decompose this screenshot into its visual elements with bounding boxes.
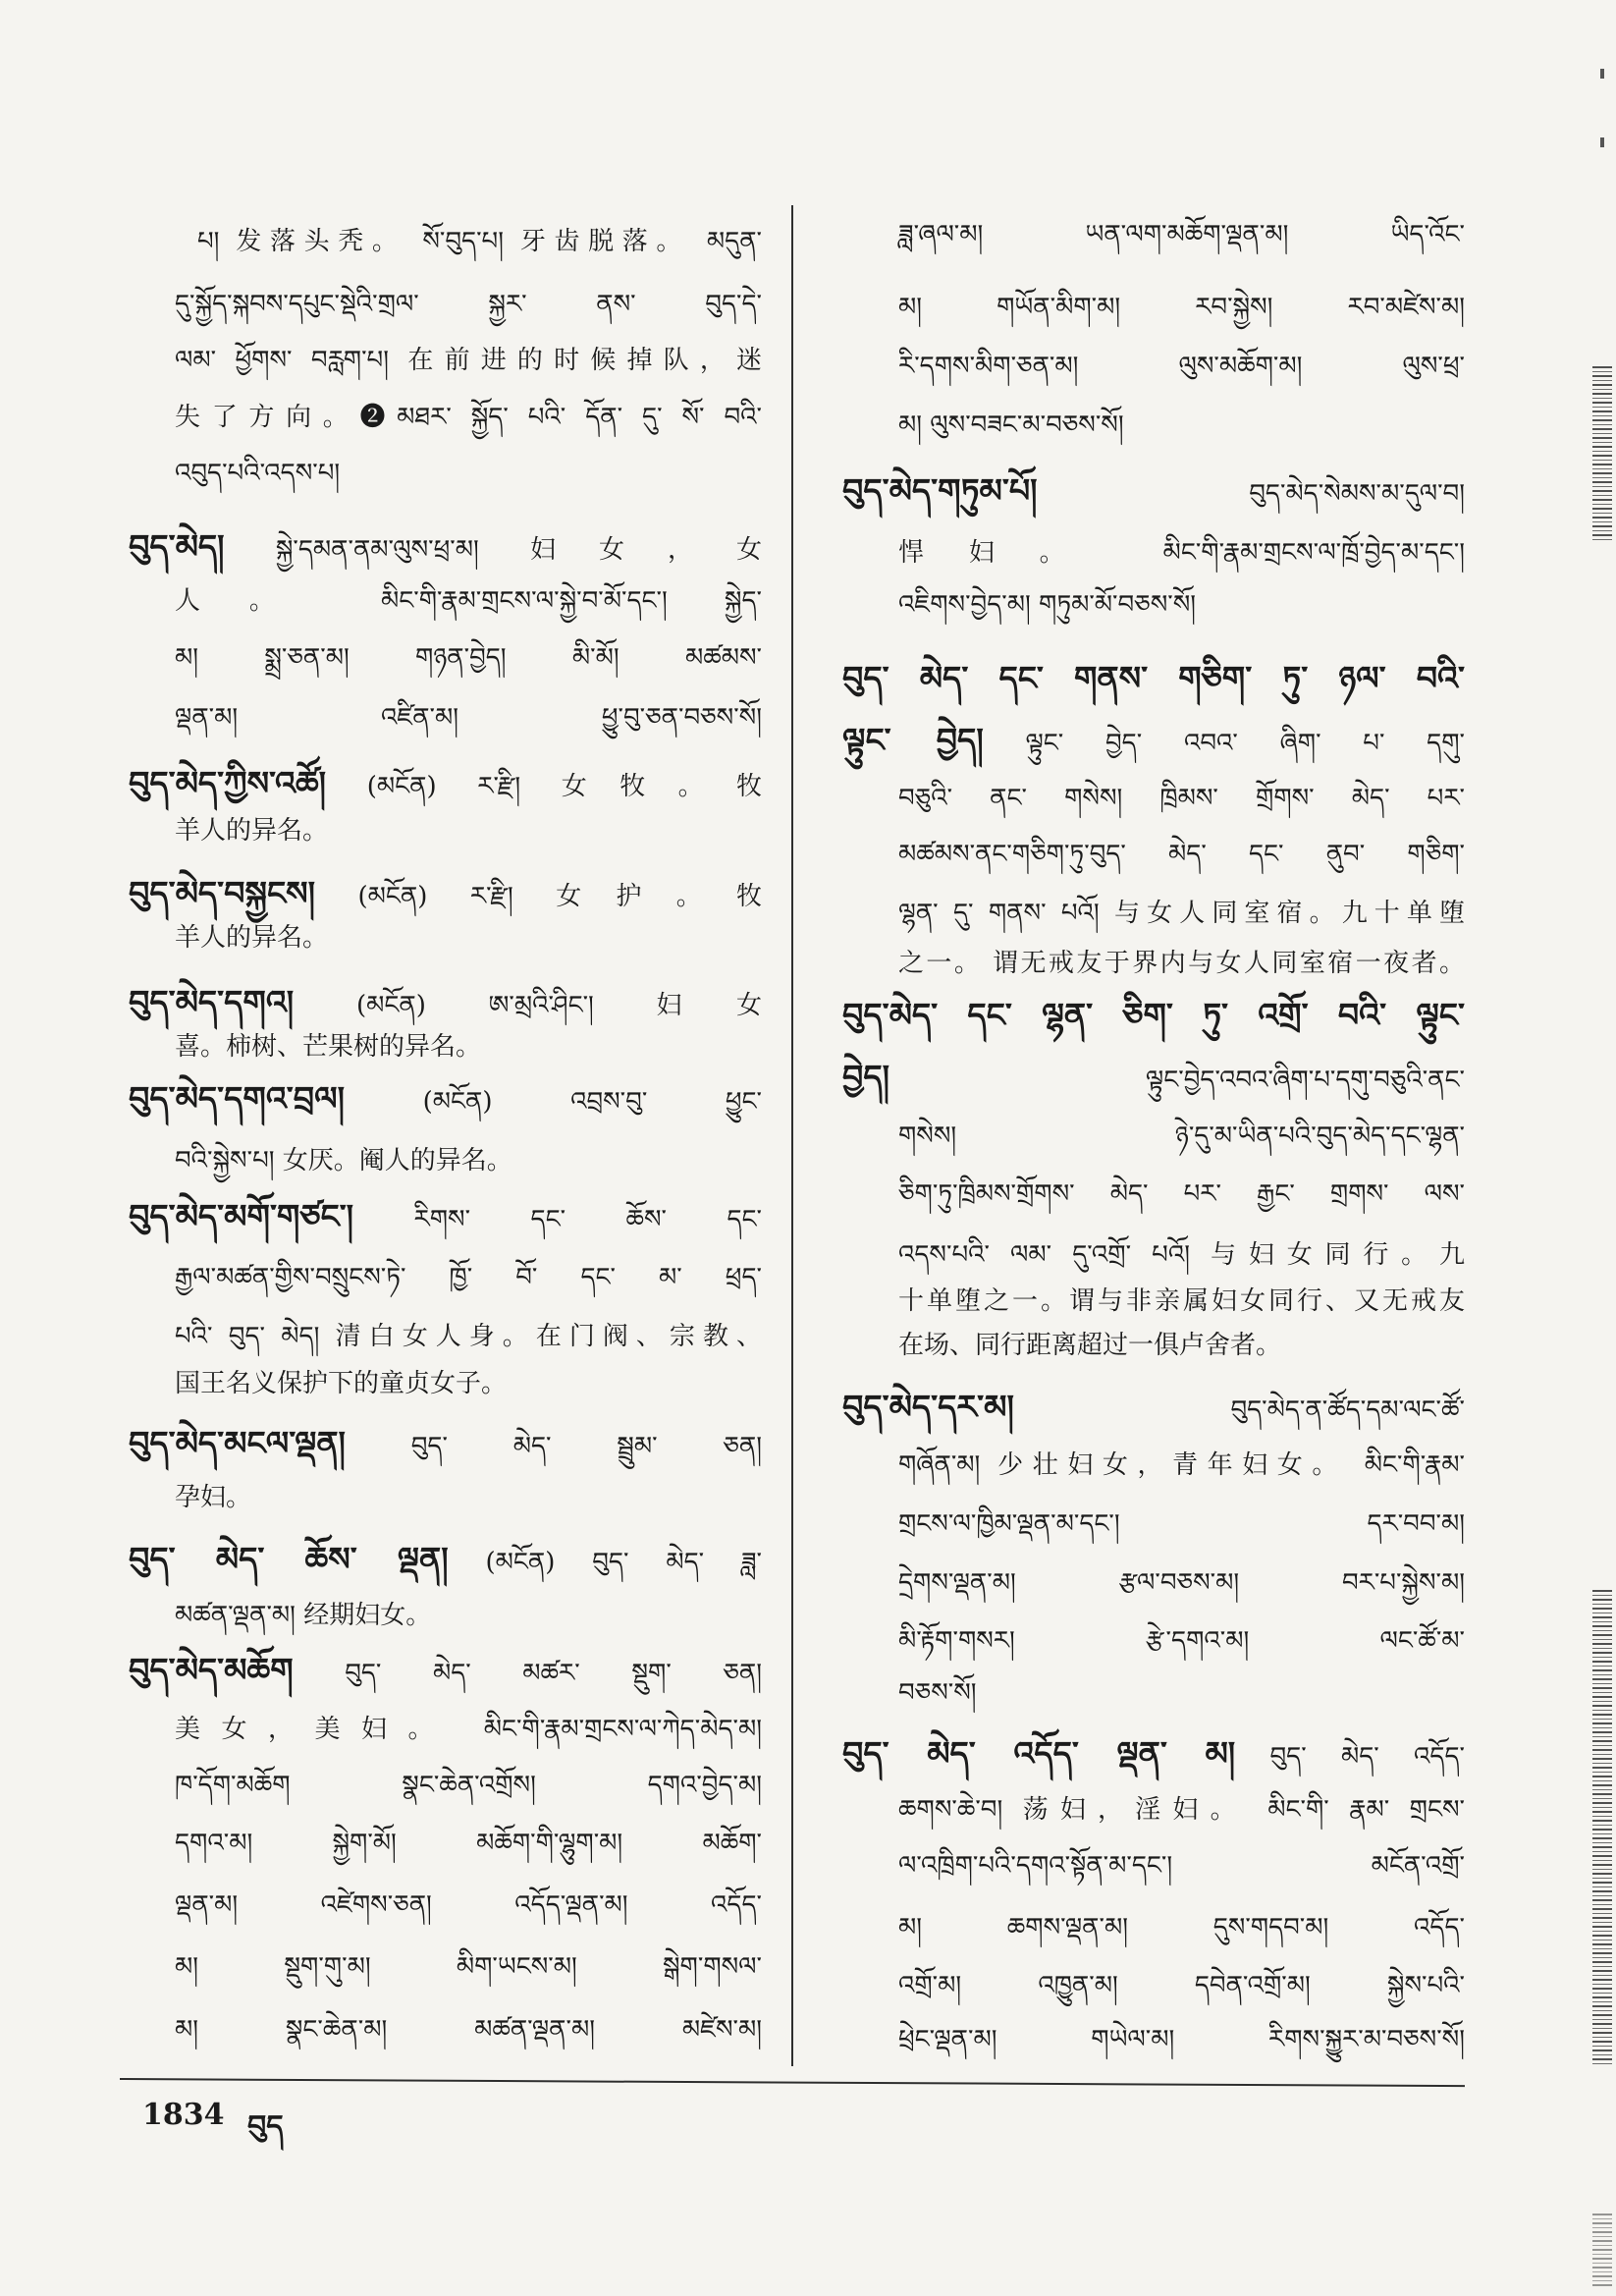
text-line: འཇིགས་བྱེད་མ། གཏུམ་མོ་བཅས་སོ། xyxy=(898,590,1197,620)
headword: བུད་མེད། xyxy=(129,527,225,566)
definition-text: ལྟུང་ བྱེད་ འབའ་ ཞིག་ པ་ དགུ་ xyxy=(1025,729,1465,758)
text-line: མ། ཆགས་ལྡན་མ། དུས་གདབ་མ། འདོད་ xyxy=(898,1913,1465,1942)
scan-margin-marks xyxy=(1592,2214,1612,2288)
headword: བྱེད། xyxy=(842,1058,889,1096)
definition-text: བུད་མེད་སེམས་མ་དུལ་བ། xyxy=(1249,479,1465,509)
entry-line xyxy=(129,1422,762,1465)
headword: བུད་མེད་བསྐྱངས། xyxy=(129,874,315,912)
headword: བུད་མེད་ཀྱིས་འཚོ། xyxy=(129,764,327,802)
text-line: མ། གཡོན་མིག་མ། རབ་སྐྱེས། རབ་མཛེས་མ། xyxy=(898,293,1465,322)
text-line: མ། ལུས་བཟང་མ་བཅས་སོ། xyxy=(898,410,1124,440)
text-line: ལམ་ ཕྱོགས་ བརླག་པ། 在前进的时候掉队，迷 xyxy=(175,346,762,375)
text-line: དུ་སྐྱོད་སྐབས་དཔུང་སྡེའི་གྲལ་ སྐྱར་ ནས་ བུད་དེ་ xyxy=(175,290,762,319)
definition-text: སྐྱེ་དམན་ནམ་ལུས་ཕྲ་མ། 妇女，女 xyxy=(275,535,762,565)
text-line: ཅིག་ཏུ་ཁྲིམས་གྲོགས་ མེད་ པར་ རྒྱང་ གྲགས་ ལས་ xyxy=(898,1179,1465,1209)
definition-text: (མངོན) ར་རྫི། 女护。牧 xyxy=(357,882,762,911)
entry-line xyxy=(842,1732,1465,1776)
page-number: 1834 xyxy=(142,2098,225,2132)
definition-text: རིགས་ དང་ ཆོས་ དང་ xyxy=(413,1205,762,1234)
headword: བུད་མེད་དར་མ། xyxy=(842,1388,1014,1426)
definition-text: (མངོན) བུད་ མེད་ ཟླ་ xyxy=(485,1548,762,1577)
entry-line xyxy=(842,657,1465,700)
headword: བུད་མེད་མཆོག xyxy=(129,1651,294,1689)
headword: བུད་ མེད་ ཆོས་ ལྡན། xyxy=(129,1540,449,1578)
headword: བུད་མེད་མགོ་གཙང་། xyxy=(129,1197,354,1235)
definition-text: བུད་ མེད་ སྦྲུམ་ ཅན། xyxy=(410,1432,763,1461)
text-line: 悍妇。 མིང་གི་རྣམ་གྲངས་ལ་ཁྲོ་བྱེད་མ་དང་། xyxy=(898,538,1465,568)
scan-margin-marks xyxy=(1592,1590,1612,2066)
text-line: 在场、同行距离超过一俱卢舍者。 xyxy=(898,1331,1282,1360)
headword: བུད་མེད་དགའ་བྲལ། xyxy=(129,1079,345,1118)
text-line: གྲངས་ལ་ཁྱིམ་ལྡན་མ་དང་། དར་བབ་མ། xyxy=(898,1509,1465,1539)
text-line: གསེས། ཉེ་དུ་མ་ཡིན་པའི་བུད་མེད་དང་ལྷན་ xyxy=(898,1121,1465,1151)
definition-text: (མངོན) འབྲས་བུ་ ཕྱུང་ xyxy=(422,1087,762,1117)
text-line: རྒྱལ་མཚན་གྱིས་བསྲུངས་ཏེ་ ཁྱོ་ བོ་ དང་ མ་ ཕྲད་ xyxy=(175,1263,762,1292)
text-line: འདས་པའི་ ལམ་ དུ་འགྲོ་ པའོ། 与妇女同行。九 xyxy=(898,1240,1465,1270)
text-line: ཆགས་ཆེ་བ། 荡妇，淫妇。 མིང་གི་ རྣམ་ གྲངས་ xyxy=(898,1795,1465,1825)
entry-line xyxy=(842,719,1465,762)
entry-line xyxy=(129,1195,762,1238)
definition-text: བུད་ མེད་ འདོད་ xyxy=(1269,1742,1465,1772)
text-line: འབུད་པའི་འདས་པ། xyxy=(175,459,341,488)
text-line: 国王名义保护下的童贞女子。 xyxy=(175,1369,508,1398)
definition-text: (མངོན) ར་རྫི། 女牧。牧 xyxy=(366,772,763,801)
text-line: ལ་འཁྲིག་པའི་དགའ་སྟོན་མ་དང་། མངོན་འགྲོ་ xyxy=(898,1851,1465,1881)
text-line: ལྡན་མ། འཛེགས་ཅན། འདོད་ལྡན་མ། འདོད་ xyxy=(175,1890,762,1920)
text-line: ལྡན་མ། འཛིན་མ། ཕྱུ་བུ་ཅན་བཅས་སོ། xyxy=(175,703,762,733)
definition-text: (མངོན) ཨ་མྲའི་ཤིང་། 妇女 xyxy=(355,991,763,1020)
text-line: 喜。柿树、芒果树的异名。 xyxy=(175,1032,482,1062)
entry-line xyxy=(842,1386,1465,1429)
headword: ལྟུང་ བྱེད། xyxy=(842,721,984,759)
text-line: མ། སྡུག་གུ་མ། མིག་ཡངས་མ། སྒེག་གསལ་ xyxy=(175,1952,762,1982)
scan-margin-marks xyxy=(1592,366,1612,543)
text-line: ཟླ་ཞལ་མ། ཡན་ལག་མཆོག་ལྡན་མ། ཡིད་འོང་ xyxy=(898,220,1465,249)
text-line: ཁ་དོག་མཆོག སྣང་ཆེན་འགྲོས། དགའ་བྱེད་མ། xyxy=(175,1771,762,1800)
column-divider xyxy=(791,205,793,2066)
entry-line xyxy=(842,994,1465,1037)
text-line: བཅུའི་ ནང་ གསེས། ཁྲིམས་ གྲོགས་ མེད་ པར་ xyxy=(898,784,1465,813)
text-line: 孕妇。 xyxy=(175,1483,252,1512)
headword: བུད་ མེད་ འདོད་ ལྡན་ མ། xyxy=(842,1734,1236,1773)
text-line: པ། 发落头秃。 སོ་བུད་པ། 牙齿脱落。 མདུན་ xyxy=(197,227,762,256)
text-line: འགྲོ་མ། འཁྱུན་མ། དབེན་འགྲོ་མ། སྐྱེས་པའི་ xyxy=(898,1971,1465,2000)
text-line: 之一。 谓无戒友于界内与女人同室宿一夜者。 xyxy=(898,949,1465,978)
text-line: དགའ་མ། སྐྱེག་མོ། མཆོག་གི་ལྷུག་མ། མཆོག་ xyxy=(175,1829,762,1858)
text-line: 美女，美妇。 མིང་གི་རྣམ་གྲངས་ལ་ཀེད་མེད་མ། xyxy=(175,1715,762,1744)
footer-rule xyxy=(120,2078,1465,2087)
entry-line xyxy=(129,981,762,1024)
running-head: བུད xyxy=(247,2109,284,2144)
text-line: 失了方向。❷མཐར་ སྐྱོད་ པའི་ དོན་ དུ་ སོ་ བའི་ xyxy=(175,403,762,432)
text-line: མ། སྣང་ཆེན་མ། མཚན་ལྡན་མ། མཛེས་མ། xyxy=(175,2015,762,2045)
entry-line xyxy=(129,525,762,569)
headword: བུད་མེད་མངལ་ལྡན། xyxy=(129,1424,346,1462)
headword: བུད་མེད་ དང་ ལྷན་ ཅིག་ ཏུ་ འགྲོ་ བའི་ ལྟུང་ xyxy=(842,996,1465,1034)
text-line: 羊人的异名。 xyxy=(175,923,329,953)
headword: བུད་མེད་དགའ། xyxy=(129,983,295,1021)
text-line: རི་དགས་མིག་ཅན་མ། ལུས་མཆོག་མ། ལུས་ཕྲ་ xyxy=(898,352,1465,381)
text-line: བའི་སྐྱེས་པ། 女厌。阉人的异名。 xyxy=(175,1146,512,1175)
text-line: མཚན་ལྡན་མ། 经期妇女。 xyxy=(175,1601,432,1630)
entry-line xyxy=(129,1077,762,1121)
headword: བུད་ མེད་ དང་ གནས་ གཅིག་ ཏུ་ ཉལ་ བའི་ xyxy=(842,659,1465,697)
text-line: མ། སྨྲ་ཅན་མ། གཉན་བྱེད། མི་མོ། མཚམས་ xyxy=(175,643,762,673)
text-line: བཅས་སོ། xyxy=(898,1678,977,1708)
text-line: པའི་ བུད་ མེད། 清白女人身。在门阀、宗教、 xyxy=(175,1322,762,1351)
text-line: 羊人的异名。 xyxy=(175,816,329,846)
entry-line xyxy=(129,872,762,915)
definition-text: བུད་མེད་ན་ཚོད་དམ་ལང་ཚོ་ xyxy=(1230,1395,1465,1425)
headword: བུད་མེད་གཏུམ་པོ། xyxy=(842,471,1038,510)
text-line: ལྷན་ དུ་ གནས་ པའོ། 与女人同室宿。九十单堕 xyxy=(898,899,1465,928)
text-line: མི་རྟོག་གསར། རྩེ་དགའ་མ། ལང་ཚོ་མ་ xyxy=(898,1626,1465,1656)
text-line: 十单堕之一。谓与非亲属妇女同行、又无戒友 xyxy=(898,1286,1465,1316)
scan-mark xyxy=(1600,137,1604,147)
definition-text: བུད་ མེད་ མཚར་ སྡུག་ ཅན། xyxy=(345,1659,762,1688)
text-line: དྲེགས་ལྡན་མ། རྩལ་བཅས་མ། བར་པ་སྐྱེས་མ། xyxy=(898,1568,1465,1598)
text-line: 人。 མིང་གི་རྣམ་གྲངས་ལ་སྐྱེ་བ་མོ་དང་། སྐྱེད་ xyxy=(175,586,762,616)
text-line: གཞོན་མ། 少壮妇女，青年妇女。 མིང་གི་རྣམ་ xyxy=(898,1450,1465,1480)
entry-line xyxy=(842,1056,1465,1099)
entry-line xyxy=(842,469,1465,513)
scan-mark xyxy=(1600,69,1604,79)
entry-line xyxy=(129,762,762,805)
text-line: མཚམས་ནང་གཅིག་ཏུ་བུད་ མེད་ དང་ ནུབ་ གཅིག་ xyxy=(898,840,1465,869)
text-line: ཕྲེང་ལྡན་མ། གཡེལ་མ། རིགས་སྐྱུར་མ་བཅས་སོ། xyxy=(898,2025,1465,2054)
definition-text: ལྟུང་བྱེད་འབའ་ཞིག་པ་དགུ་བཅུའི་ནང་ xyxy=(1145,1066,1465,1095)
entry-line xyxy=(129,1538,762,1581)
entry-line xyxy=(129,1649,762,1692)
